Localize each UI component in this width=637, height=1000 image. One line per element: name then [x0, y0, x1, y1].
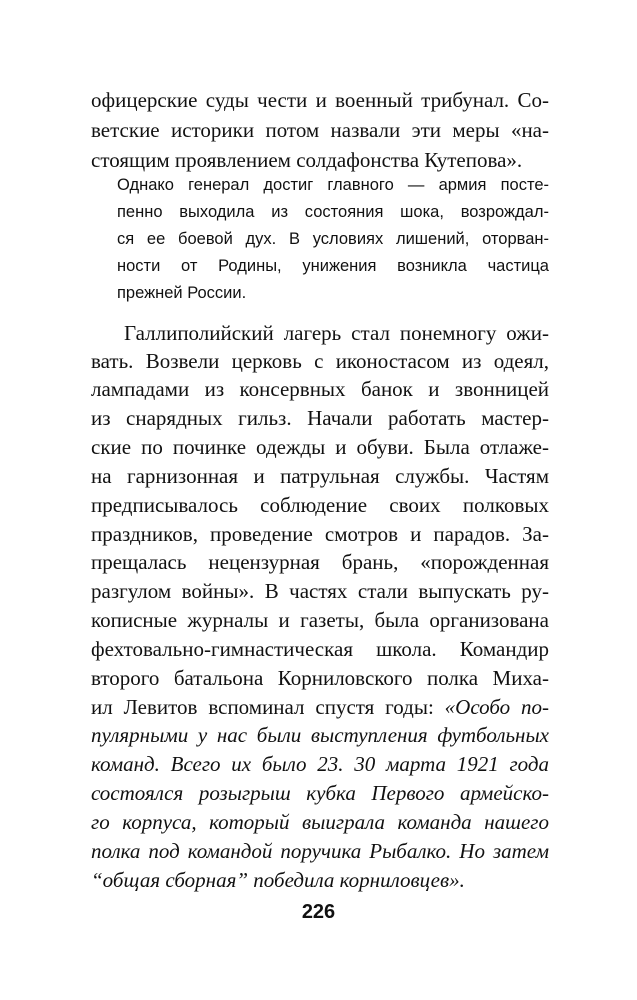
quote-line-2: команд. Всего их было 23. 30 марта 1921 года — [91, 752, 549, 776]
paragraph-2-line-14 — [91, 693, 549, 721]
quote-line-6: “общая сборная” победила корниловцев». — [91, 868, 465, 892]
paragraph-2-line-2: вать. Возвели церковь с иконостасом из одеял, — [91, 349, 549, 373]
paragraph-2-line-14-regular: ил Левитов вспоминал спустя годы: — [91, 695, 445, 719]
pull-quote-line-3: ся ее боевой дух. В условиях лишений, оторван- — [117, 230, 549, 248]
paragraph-2-line-10: разгулом войны». В частях стали выпускать ру- — [91, 579, 549, 603]
paragraph-2-line-11: кописные журналы и газеты, была организована — [91, 608, 549, 632]
paragraph-1-line-2: ветские историки потом назвали эти меры «на- — [91, 118, 549, 142]
pull-quote-line-5: прежней России. — [117, 284, 247, 302]
paragraph-2-line-3: лампадами из консервных банок и звонницей — [91, 377, 549, 401]
paragraph-2-line-12: фехтовально-гимнастическая школа. Командир — [91, 637, 549, 661]
page-number: 226 — [301, 901, 336, 923]
paragraph-2-line-6: на гарнизонная и патрульная службы. Частям — [91, 464, 549, 488]
paragraph-2-line-7: предписывалось соблюдение своих полковых — [91, 493, 549, 517]
paragraph-1-line-3: стоящим проявлением солдафонства Кутепова». — [91, 148, 523, 172]
pull-quote-line-1: Однако генерал достиг главного — армия посте- — [117, 176, 549, 194]
paragraph-2-line-9: прещалась нецензурная брань, «порожденная — [91, 550, 549, 574]
quote-start-italic: «Особо по- — [444, 695, 549, 719]
paragraph-1-line-1: офицерские суды чести и военный трибунал. Со- — [91, 88, 549, 112]
paragraph-2-line-8: праздников, проведение смотров и парадов. За- — [91, 522, 549, 546]
quote-line-5: полка под командой поручика Рыбалко. Но затем — [91, 839, 549, 863]
paragraph-2-line-1: Галлиполийский лагерь стал понемногу ожи- — [124, 321, 549, 345]
pull-quote-line-4: ности от Родины, унижения возникла частица — [117, 257, 549, 275]
quote-line-3: состоялся розыгрыш кубка Первого армейско- — [91, 781, 549, 805]
paragraph-2-line-4: из снарядных гильз. Начали работать мастер- — [91, 406, 549, 430]
pull-quote-line-2: пенно выходила из состояния шока, возрождал- — [117, 203, 549, 221]
quote-line-4: го корпуса, который выиграла команда нашего — [91, 810, 549, 834]
paragraph-2-line-13: второго батальона Корниловского полка Миха- — [91, 666, 549, 690]
paragraph-2-line-5: ские по починке одежды и обуви. Была отлаже- — [91, 435, 549, 459]
quote-line-1: пулярными у нас были выступления футбольных — [91, 723, 549, 747]
